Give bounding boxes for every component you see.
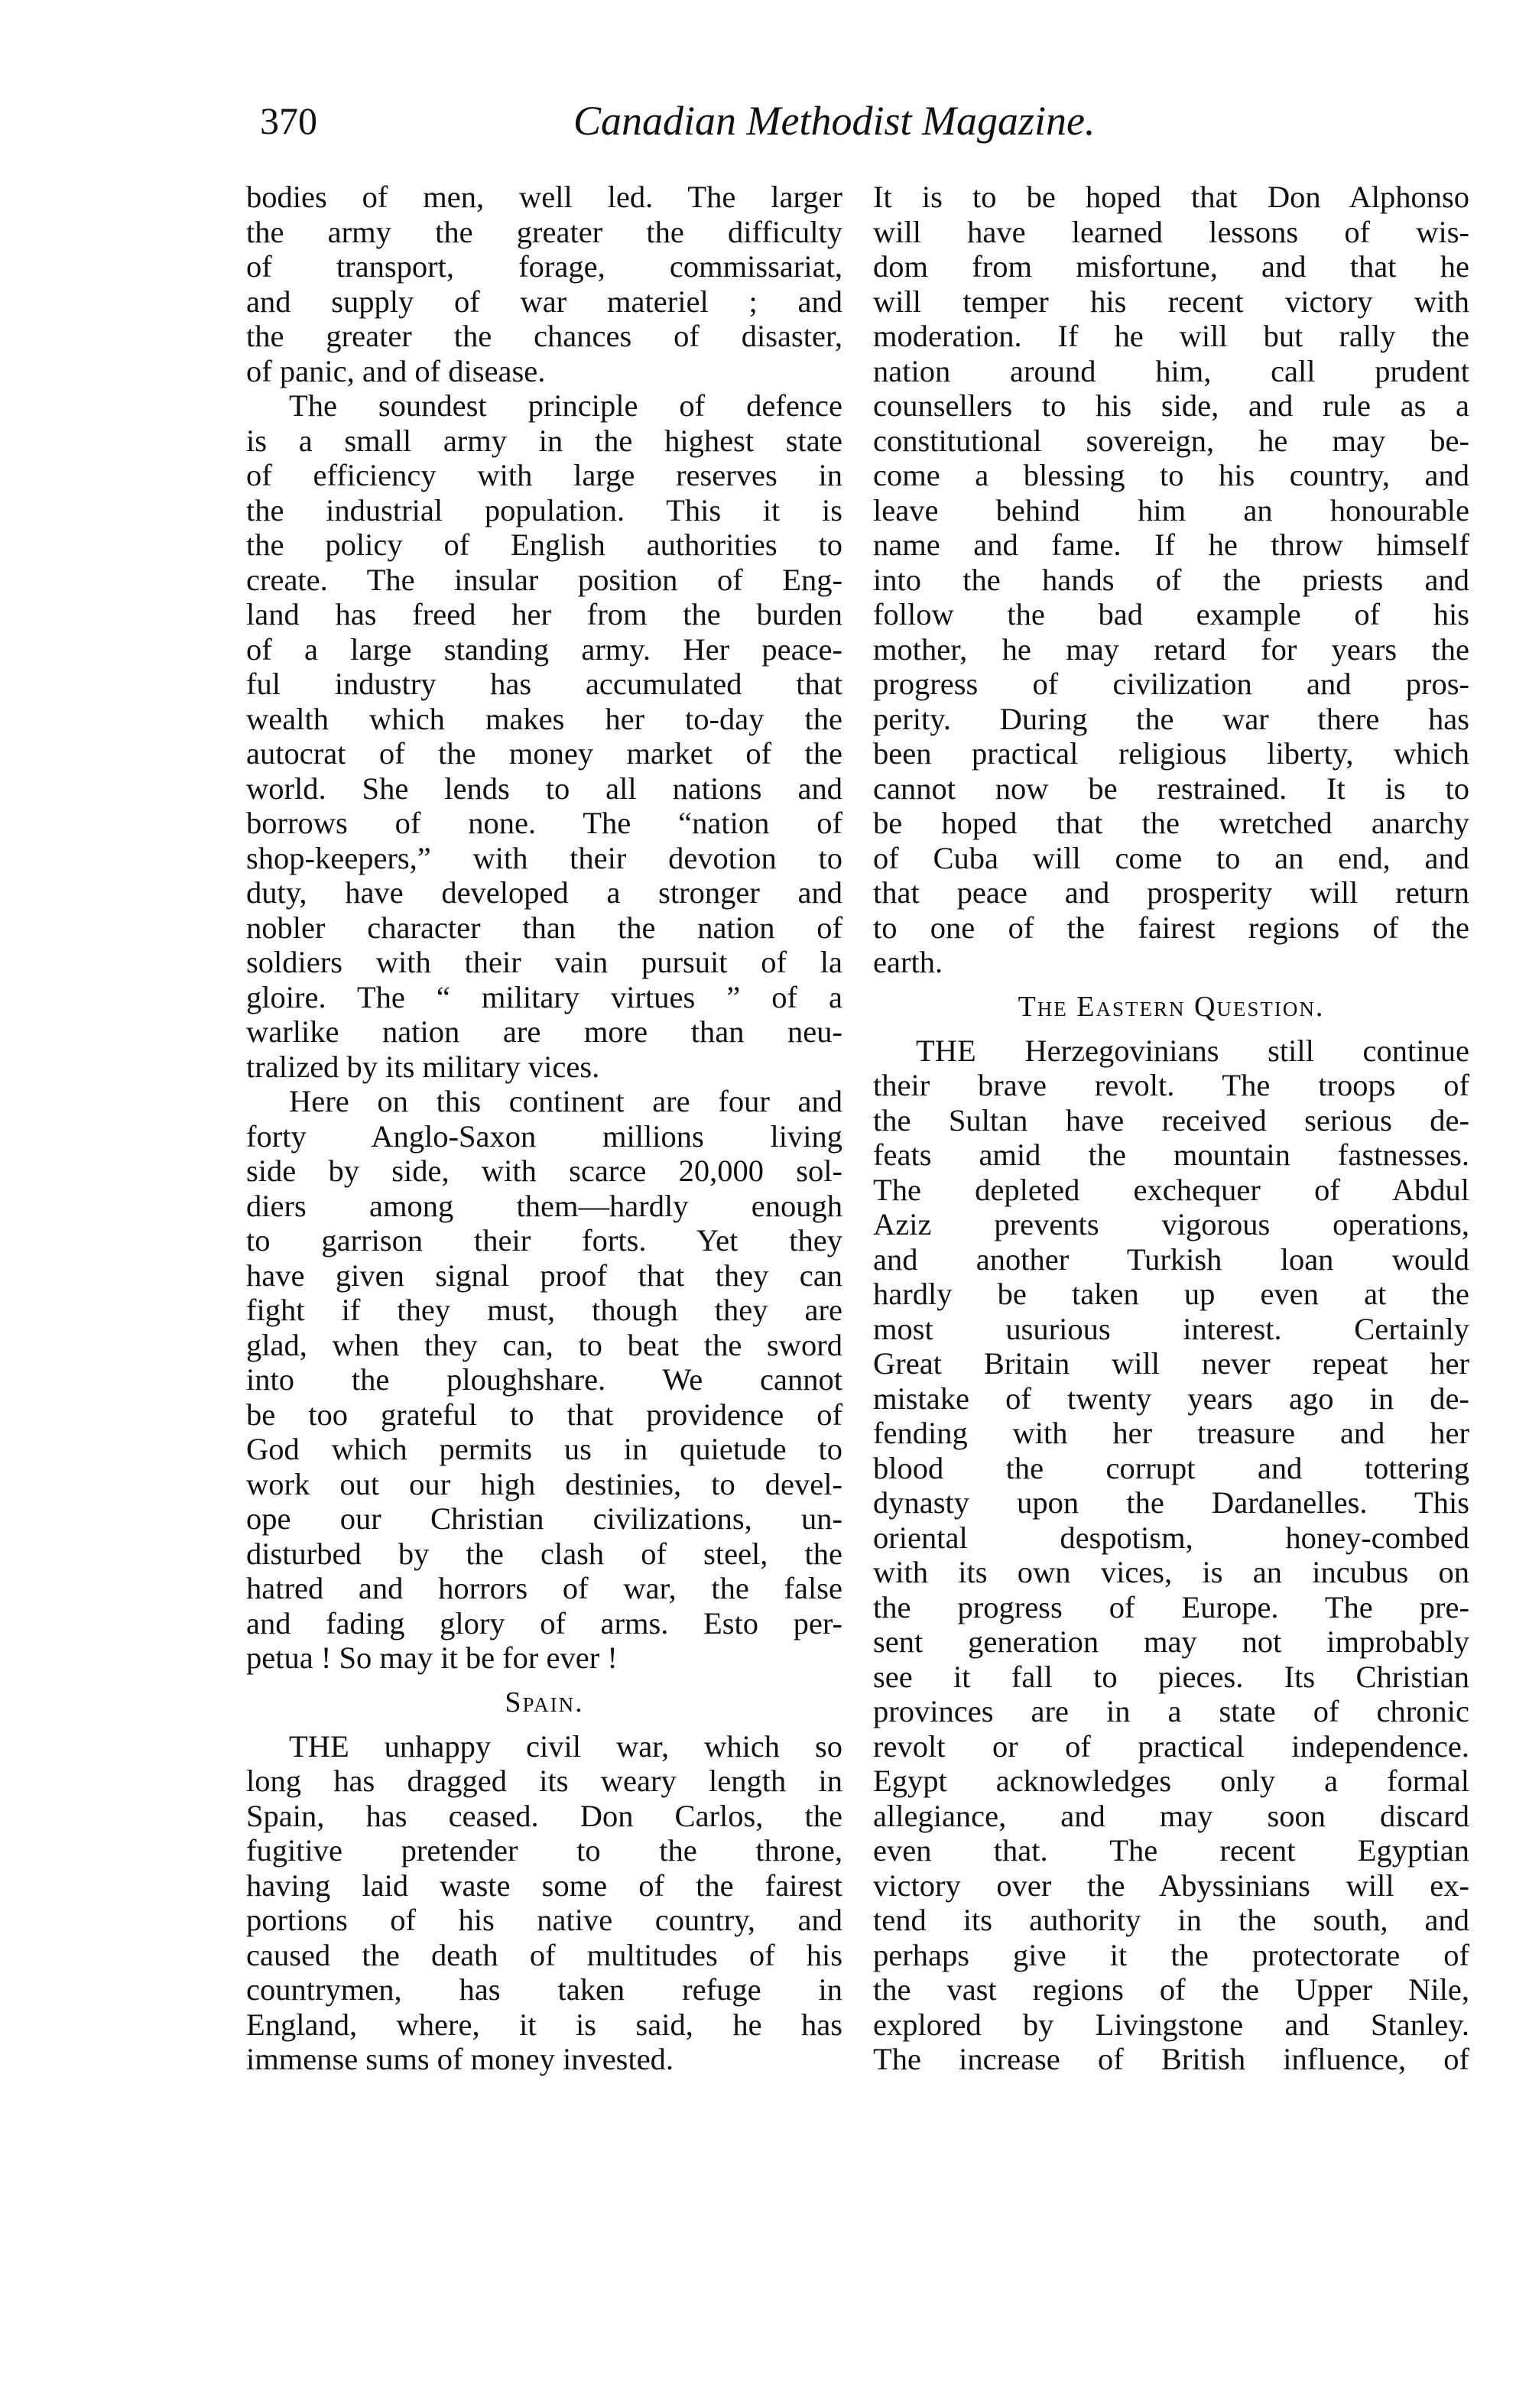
- text-line: duty, have developed a stronger and: [246, 875, 842, 910]
- text-line: autocrat of the money market of the: [246, 736, 842, 771]
- text-line: that peace and prosperity will return: [873, 875, 1469, 910]
- text-line: will temper his recent victory with: [873, 284, 1469, 319]
- text-line: portions of his native country, and: [246, 1903, 842, 1937]
- text-line: world. She lends to all nations and: [246, 771, 842, 806]
- text-line: create. The insular position of Eng-: [246, 562, 842, 597]
- text-line: Here on this continent are four and: [289, 1084, 842, 1118]
- section-heading: Spain.: [505, 1686, 584, 1718]
- text-line: to garrison their forts. Yet they: [246, 1223, 842, 1258]
- text-line: fugitive pretender to the throne,: [246, 1833, 842, 1868]
- text-line: borrows of none. The “nation of: [246, 806, 842, 840]
- text-line: moderation. If he will but rally the: [873, 319, 1469, 353]
- text-line: perity. During the war there has: [873, 701, 1469, 736]
- text-line: the vast regions of the Upper Nile,: [873, 1972, 1469, 2007]
- text-line: mother, he may retard for years the: [873, 631, 1469, 667]
- text-line: gloire. The “ military virtues ” of a: [246, 979, 842, 1014]
- text-line: England, where, it is said, he has: [246, 2007, 842, 2042]
- text-line: is a small army in the highest state: [246, 423, 842, 458]
- text-line: THE Herzegovinians still continue: [916, 1033, 1469, 1068]
- text-line: mistake of twenty years ago in de-: [873, 1381, 1469, 1416]
- text-line: to one of the fairest regions of the: [873, 910, 1469, 945]
- text-line: ful industry has accumulated that: [246, 667, 842, 701]
- text-line: the army the greater the difficulty: [246, 214, 842, 249]
- text-line: into the ploughshare. We cannot: [246, 1362, 842, 1397]
- text-line: name and fame. If he throw himself: [873, 527, 1469, 562]
- text-line: and another Turkish loan would: [873, 1241, 1469, 1277]
- text-line: nation around him, call prudent: [873, 353, 1469, 388]
- text-line: side by side, with scarce 20,000 sol-: [246, 1154, 842, 1188]
- text-line: dynasty upon the Dardanelles. This: [873, 1485, 1469, 1520]
- text-line: countrymen, has taken refuge in: [246, 1972, 842, 2007]
- text-line: God which permits us in quietude to: [246, 1432, 842, 1466]
- text-line: disturbed by the clash of steel, the: [246, 1536, 842, 1571]
- text-line: the greater the chances of disaster,: [246, 319, 842, 353]
- text-line: of Cuba will come to an end, and: [873, 840, 1469, 875]
- text-line: sent generation may not improbably: [873, 1624, 1469, 1659]
- text-line: earth.: [873, 945, 943, 979]
- text-line: feats amid the mountain fastnesses.: [873, 1137, 1469, 1172]
- text-line: bodies of men, well led. The larger: [246, 180, 842, 214]
- text-line: provinces are in a state of chronic: [873, 1694, 1469, 1728]
- text-line: glad, when they can, to beat the sword: [246, 1327, 842, 1362]
- text-line: blood the corrupt and tottering: [873, 1450, 1469, 1485]
- text-line: having laid waste some of the fairest: [246, 1868, 842, 1903]
- text-line: hatred and horrors of war, the false: [246, 1571, 842, 1605]
- text-line: land has freed her from the burden: [246, 597, 842, 631]
- text-line: THE unhappy civil war, which so: [289, 1728, 842, 1764]
- right-column: [873, 180, 1469, 2077]
- text-line: of transport, forage, commissariat,: [246, 249, 842, 284]
- text-line: fending with her treasure and her: [873, 1416, 1469, 1450]
- text-line: Egypt acknowledges only a formal: [873, 1764, 1469, 1798]
- text-line: with its own vices, is an incubus on: [873, 1555, 1469, 1589]
- text-line: been practical religious liberty, which: [873, 736, 1469, 771]
- text-line: see it fall to pieces. Its Christian: [873, 1659, 1469, 1694]
- text-line: The depleted exchequer of Abdul: [873, 1172, 1469, 1207]
- text-line: will have learned lessons of wis-: [873, 214, 1469, 249]
- text-line: Spain, has ceased. Don Carlos, the: [246, 1798, 842, 1833]
- text-line: The increase of British influence, of: [873, 2042, 1469, 2076]
- text-line: petua ! So may it be for ever !: [246, 1640, 618, 1675]
- text-line: warlike nation are more than neu-: [246, 1014, 842, 1049]
- text-line: perhaps give it the protectorate of: [873, 1937, 1469, 1972]
- text-line: the industrial population. This it is: [246, 492, 842, 527]
- text-line: fight if they must, though they are: [246, 1293, 842, 1327]
- text-line: and fading glory of arms. Esto per-: [246, 1605, 842, 1640]
- text-line: oriental despotism, honey-combed: [873, 1520, 1469, 1555]
- text-line: ope our Christian civilizations, un-: [246, 1501, 842, 1536]
- text-line: leave behind him an honourable: [873, 492, 1469, 527]
- text-line: revolt or of practical independence.: [873, 1728, 1469, 1764]
- text-line: nobler character than the nation of: [246, 910, 842, 945]
- text-line: shop-keepers,” with their devotion to: [246, 840, 842, 875]
- text-line: come a blessing to his country, and: [873, 458, 1469, 492]
- text-line: diers among them—hardly enough: [246, 1188, 842, 1223]
- text-line: immense sums of money invested.: [246, 2042, 674, 2076]
- text-line: tralized by its military vices.: [246, 1049, 600, 1084]
- text-line: Great Britain will never repeat her: [873, 1346, 1469, 1381]
- text-line: long has dragged its weary length in: [246, 1764, 842, 1798]
- text-line: soldiers with their vain pursuit of la: [246, 945, 842, 979]
- text-line: be hoped that the wretched anarchy: [873, 806, 1469, 840]
- page-header: [260, 90, 1468, 151]
- text-line: hardly be taken up even at the: [873, 1277, 1469, 1311]
- section-heading: The Eastern Question.: [1018, 990, 1325, 1023]
- text-line: Aziz prevents vigorous operations,: [873, 1207, 1469, 1241]
- text-line: It is to be hoped that Don Alphonso: [873, 180, 1469, 214]
- text-line: explored by Livingstone and Stanley.: [873, 2007, 1469, 2042]
- text-line: victory over the Abyssinians will ex-: [873, 1868, 1469, 1903]
- text-line: dom from misfortune, and that he: [873, 249, 1469, 284]
- text-line: the policy of English authorities to: [246, 527, 842, 562]
- text-line: into the hands of the priests and: [873, 562, 1469, 597]
- page-number: 370: [260, 99, 317, 142]
- text-line: progress of civilization and pros-: [873, 667, 1469, 701]
- text-line: be too grateful to that providence of: [246, 1397, 842, 1432]
- text-line: of panic, and of disease.: [246, 353, 546, 388]
- text-line: of a large standing army. Her peace-: [246, 631, 842, 667]
- text-line: have given signal proof that they can: [246, 1258, 842, 1293]
- text-line: even that. The recent Egyptian: [873, 1833, 1469, 1868]
- text-line: work out our high destinies, to devel-: [246, 1466, 842, 1501]
- text-line: wealth which makes her to-day the: [246, 701, 842, 736]
- text-line: the Sultan have received serious de-: [873, 1102, 1469, 1137]
- text-line: forty Anglo-Saxon millions living: [246, 1118, 842, 1154]
- text-line: The soundest principle of defence: [289, 388, 842, 423]
- text-line: their brave revolt. The troops of: [873, 1068, 1469, 1102]
- text-line: allegiance, and may soon discard: [873, 1798, 1469, 1833]
- text-line: and supply of war materiel ; and: [246, 284, 842, 319]
- text-line: counsellers to his side, and rule as a: [873, 388, 1469, 423]
- text-line: most usurious interest. Certainly: [873, 1311, 1469, 1346]
- text-line: the progress of Europe. The pre-: [873, 1589, 1469, 1624]
- text-line: of efficiency with large reserves in: [246, 458, 842, 492]
- left-column: [246, 180, 842, 2077]
- text-line: cannot now be restrained. It is to: [873, 771, 1469, 806]
- running-title: Canadian Methodist Magazine.: [573, 98, 1096, 144]
- text-line: caused the death of multitudes of his: [246, 1937, 842, 1972]
- text-line: constitutional sovereign, he may be-: [873, 423, 1469, 458]
- text-line: follow the bad example of his: [873, 597, 1469, 631]
- text-line: tend its authority in the south, and: [873, 1903, 1469, 1937]
